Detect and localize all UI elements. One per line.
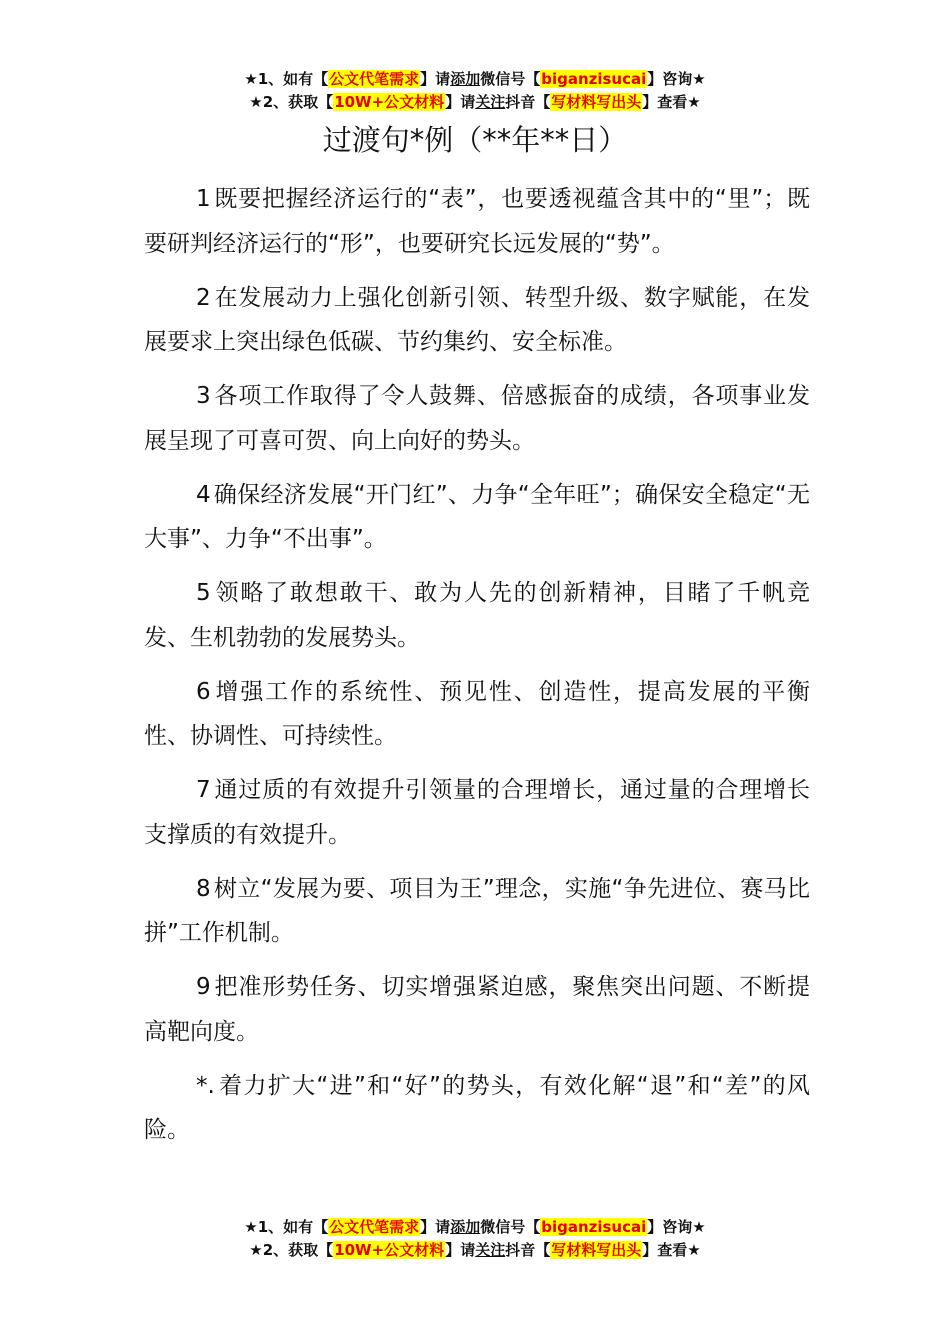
paragraph-text: 增强工作的系统性、预见性、创造性，提高发展的平衡性、协调性、可持续性。 [144, 678, 810, 749]
banner-underlined-text: 添加 [450, 70, 481, 88]
paragraph-number: 3 [196, 383, 211, 409]
paragraph-text: 树立“发展为要、项目为王”理念，实施“争先进位、赛马比拼”工作机制。 [144, 875, 810, 946]
banner-text: ★1、如有【 [244, 70, 329, 88]
paragraph-text: 在发展动力上强化创新引领、转型升级、数字赋能，在发展要求上突出绿色低碳、节约集约、安全标准。 [144, 284, 810, 355]
banner-line-2 [0, 1239, 950, 1262]
paragraph [144, 276, 810, 365]
banner-text: 微信号【 [480, 70, 541, 88]
banner-highlight: 10W+公文材料 [334, 93, 445, 111]
header-banner [0, 68, 950, 114]
banner-text: 】请 [420, 1218, 451, 1236]
paragraph [144, 1064, 810, 1153]
document-title: 过渡句*例（**年**日） [322, 123, 628, 157]
banner-highlight: biganzisucai [541, 70, 647, 88]
paragraph-number: 2 [196, 284, 211, 311]
banner-highlight: 写材料写出头 [551, 1241, 642, 1259]
banner-text: ★2、获取【 [249, 1241, 334, 1259]
banner-underlined-text: 关注 [475, 1241, 506, 1259]
paragraph-number: *. [196, 1072, 215, 1099]
paragraph [144, 867, 810, 956]
banner-text: 抖音【 [505, 1241, 551, 1259]
paragraph-text: 各项工作取得了令人鼓舞、倍感振奋的成绩，各项事业发展呈现了可喜可贺、向上向好的势头。 [144, 383, 810, 454]
paragraph-number: 4 [196, 481, 211, 508]
banner-highlight: 公文代笔需求 [329, 1218, 420, 1236]
banner-text: 】请 [445, 1241, 476, 1259]
banner-highlight: 10W+公文材料 [334, 1241, 445, 1259]
paragraph-text: 通过质的有效提升引领量的合理增长，通过量的合理增长支撑质的有效提升。 [144, 777, 810, 848]
document-body [144, 177, 810, 1162]
paragraph [144, 177, 810, 266]
banner-line-1 [0, 68, 950, 91]
banner-text: 】咨询★ [647, 1218, 706, 1236]
banner-text: 】请 [420, 70, 451, 88]
banner-text: 抖音【 [505, 93, 551, 111]
banner-text: 微信号【 [480, 1218, 541, 1236]
banner-underlined-text: 添加 [450, 1218, 481, 1236]
banner-text: 】请 [445, 93, 476, 111]
paragraph-number: 7 [196, 777, 211, 803]
banner-underlined-text: 关注 [475, 93, 506, 111]
banner-text: 】查看★ [642, 93, 701, 111]
paragraph-text: 把准形势任务、切实增强紧迫感，聚焦突出问题、不断提高靶向度。 [144, 974, 810, 1045]
paragraph [144, 965, 810, 1054]
paragraph-number: 1 [196, 186, 211, 212]
paragraph [144, 670, 810, 759]
paragraph [144, 374, 810, 463]
paragraph-number: 5 [196, 580, 211, 606]
banner-highlight: 公文代笔需求 [329, 70, 420, 88]
paragraph [144, 473, 810, 562]
banner-text: 】咨询★ [647, 70, 706, 88]
paragraph-text: 既要把握经济运行的“表”，也要透视蕴含其中的“里”；既要研判经济运行的“形”，也要研究长远发展的“势”。 [144, 186, 810, 257]
paragraph [144, 768, 810, 857]
banner-text: 】查看★ [642, 1241, 701, 1259]
footer-banner [0, 1216, 950, 1262]
banner-line-1 [0, 1216, 950, 1239]
banner-text: ★1、如有【 [244, 1218, 329, 1236]
banner-highlight: biganzisucai [541, 1218, 647, 1236]
banner-highlight: 写材料写出头 [551, 93, 642, 111]
paragraph-text: 着力扩大“进”和“好”的势头，有效化解“退”和“差”的风险。 [144, 1072, 810, 1143]
paragraph [144, 571, 810, 660]
paragraph-number: 8 [196, 875, 211, 902]
banner-line-2 [0, 91, 950, 114]
banner-text: ★2、获取【 [249, 93, 334, 111]
paragraph-number: 9 [196, 974, 211, 1000]
paragraph-number: 6 [196, 678, 211, 705]
paragraph-text: 领略了敢想敢干、敢为人先的创新精神，目睹了千帆竞发、生机勃勃的发展势头。 [144, 580, 810, 651]
paragraph-text: 确保经济发展“开门红”、力争“全年旺”；确保安全稳定“无大事”、力争“不出事”。 [144, 481, 810, 552]
